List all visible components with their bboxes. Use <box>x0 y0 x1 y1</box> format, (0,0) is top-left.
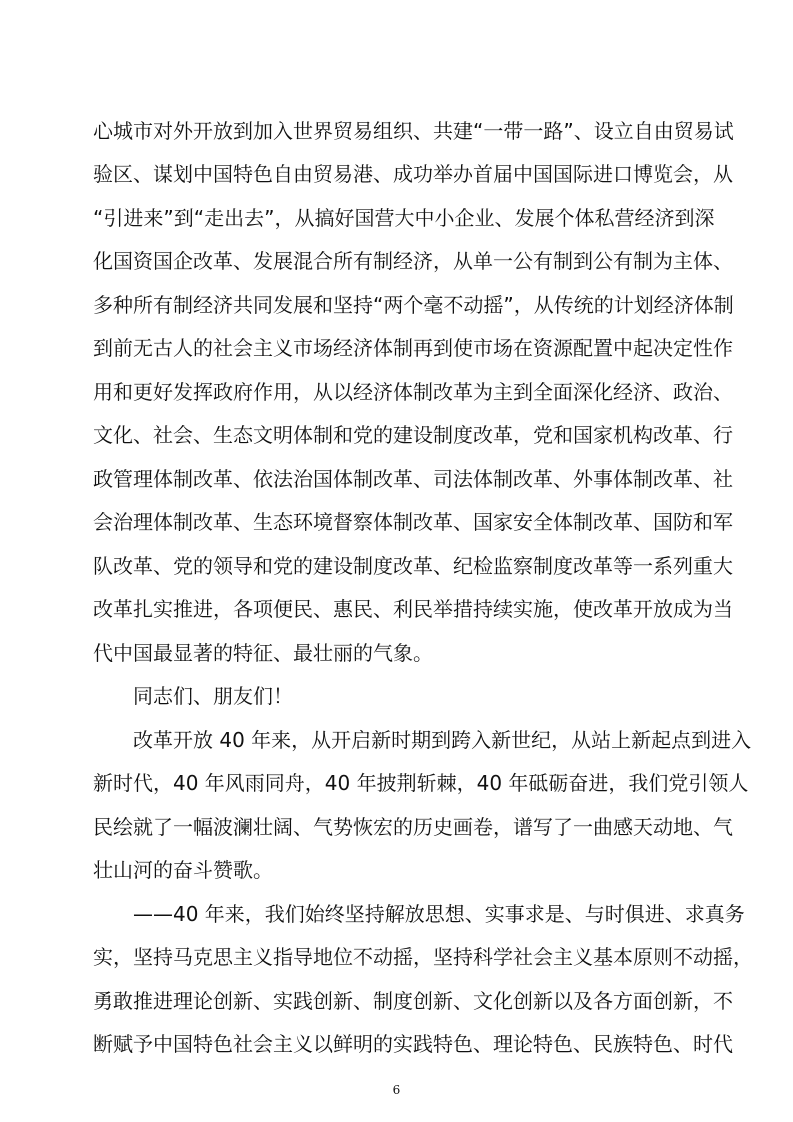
text-line: “引进来”到“走出去”，从搞好国营大中小企业、发展个体私营经济到深 <box>93 206 715 230</box>
text-line: 实，坚持马克思主义指导地位不动摇，坚持科学社会主义基本原则不动摇， <box>93 945 753 969</box>
text-line: 用和更好发挥政府作用，从以经济体制改革为主到全面深化经济、政治、 <box>93 380 733 404</box>
text-line: 断赋予中国特色社会主义以鲜明的实践特色、理论特色、民族特色、时代 <box>93 1032 733 1056</box>
text-line: 新时代，40 年风雨同舟，40 年披荆斩棘，40 年砥砺奋进，我们党引领人 <box>93 771 749 795</box>
paragraph-start-line: ——40 年来，我们始终坚持解放思想、实事求是、与时俱进、求真务 <box>133 902 745 926</box>
text-line: 改革扎实推进，各项便民、惠民、利民举措持续实施，使改革开放成为当 <box>93 597 733 621</box>
text-line: 化国资国企改革、发展混合所有制经济，从单一公有制到公有制为主体、 <box>93 249 733 273</box>
text-line: 政管理体制改革、依法治国体制改革、司法体制改革、外事体制改革、社 <box>93 467 733 491</box>
text-line: 多种所有制经济共同发展和坚持“两个毫不动摇”，从传统的计划经济体制 <box>93 293 734 317</box>
text-line: 验区、谋划中国特色自由贸易港、成功举办首届中国国际进口博览会，从 <box>93 162 733 186</box>
text-line: 到前无古人的社会主义市场经济体制再到使市场在资源配置中起决定性作 <box>93 336 733 360</box>
page-number: 6 <box>392 1083 401 1097</box>
text-line: 勇敢推进理论创新、实践创新、制度创新、文化创新以及各方面创新，不 <box>93 989 733 1013</box>
text-line: 壮山河的奋斗赞歌。 <box>93 858 273 882</box>
text-line: 心城市对外开放到加入世界贸易组织、共建“一带一路”、设立自由贸易试 <box>93 119 734 143</box>
text-line: 队改革、党的领导和党的建设制度改革、纪检监察制度改革等一系列重大 <box>93 554 733 578</box>
paragraph-start-line: 改革开放 40 年来，从开启新时期到跨入新世纪，从站上新起点到进入 <box>133 728 752 752</box>
text-line: 文化、社会、生态文明体制和党的建设制度改革，党和国家机构改革、行 <box>93 423 733 447</box>
paragraph-start-line: 同志们、朋友们！ <box>133 684 293 708</box>
text-line: 民绘就了一幅波澜壮阔、气势恢宏的历史画卷，谱写了一曲感天动地、气 <box>93 815 733 839</box>
text-line: 代中国最显著的特征、最壮丽的气象。 <box>93 641 433 665</box>
text-line: 会治理体制改革、生态环境督察体制改革、国家安全体制改革、国防和军 <box>93 510 733 534</box>
